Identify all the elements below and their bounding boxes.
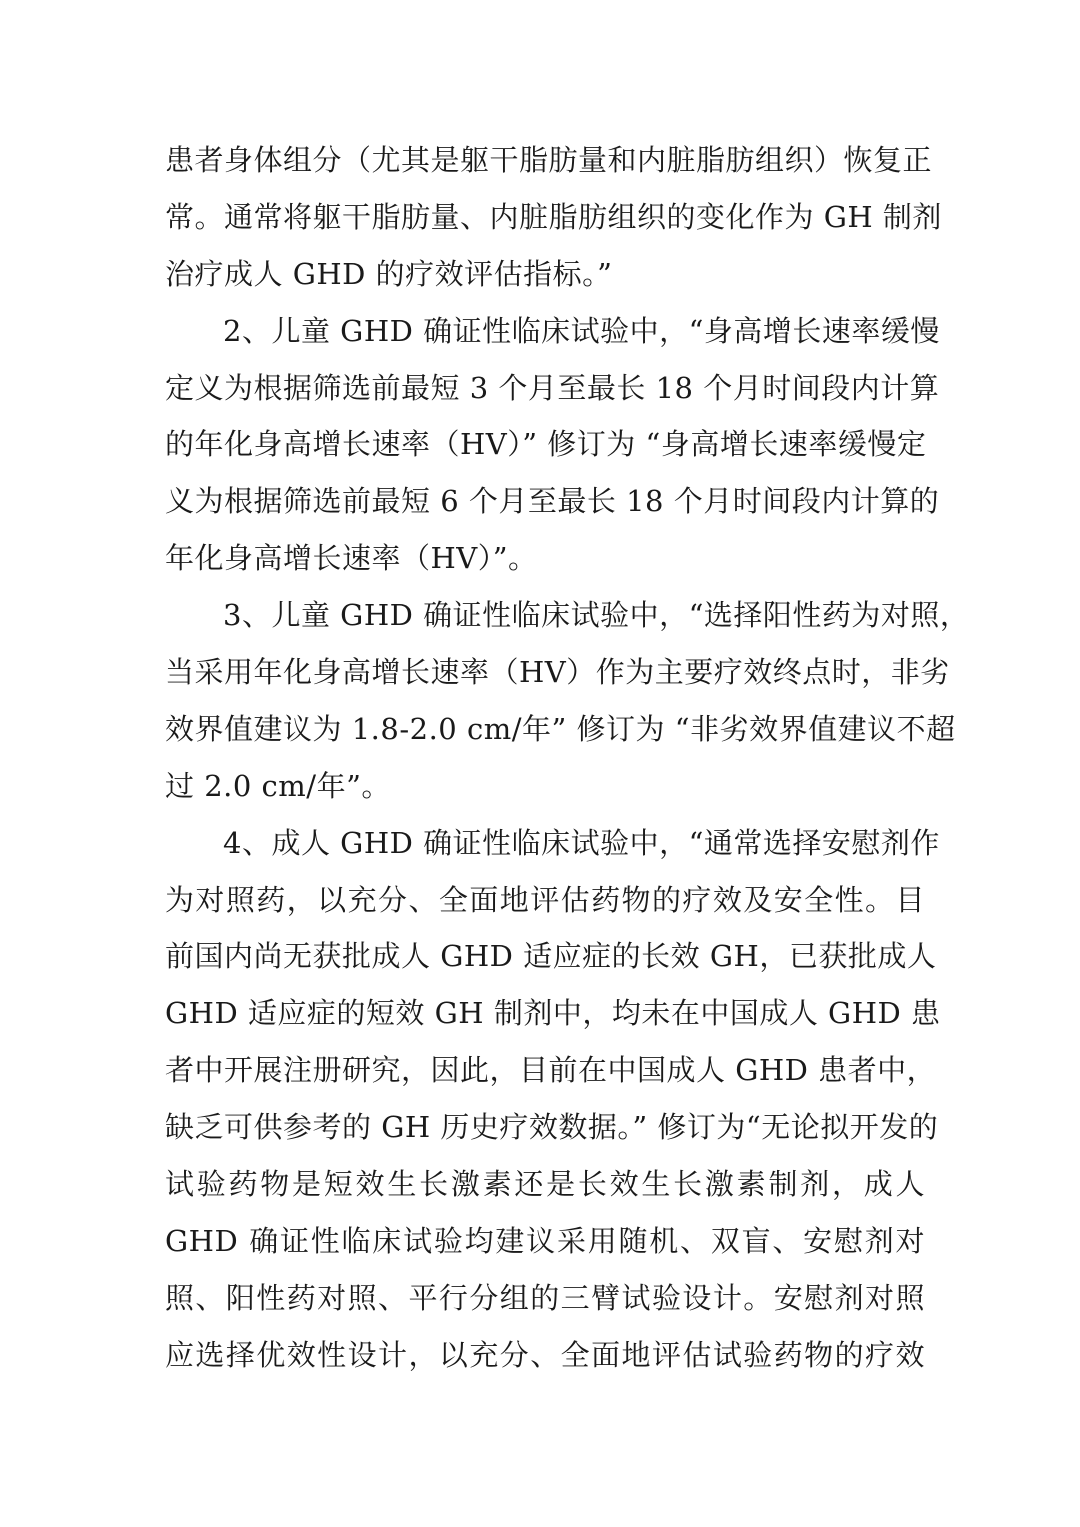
paragraph-4-first-line: 4、成人 GHD 确证性临床试验中，“通常选择安慰剂作 bbox=[223, 825, 940, 860]
text-line: 应选择优效性设计，以充分、全面地评估试验药物的疗效 bbox=[165, 1337, 925, 1372]
text-line: 定义为根据筛选前最短 3 个月至最长 18 个月时间段内计算 bbox=[165, 370, 940, 405]
text-line: GHD 适应症的短效 GH 制剂中，均未在中国成人 GHD 患 bbox=[165, 996, 941, 1031]
text-line: 常。通常将躯干脂肪量、内脏脂肪组织的变化作为 GH 制剂 bbox=[165, 199, 942, 234]
text-line: 前国内尚无获批成人 GHD 适应症的长效 GH，已获批成人 bbox=[165, 939, 937, 974]
text-line: 者中开展注册研究，因此，目前在中国成人 GHD 患者中， bbox=[165, 1053, 937, 1088]
text-line: 当采用年化身高增长速率（HV）作为主要疗效终点时，非劣 bbox=[165, 655, 950, 690]
text-line: 缺乏可供参考的 GH 历史疗效数据。” 修订为“无论拟开发的 bbox=[165, 1110, 939, 1145]
text-line: 效界值建议为 1.8-2.0 cm/年” 修订为 “非劣效界值建议不超 bbox=[165, 711, 956, 746]
text-line: 患者身体组分（尤其是躯干脂肪量和内脏脂肪组织）恢复正 bbox=[165, 143, 933, 177]
text-line: 的年化身高增长速率（HV）” 修订为 “身高增长速率缓慢定 bbox=[165, 427, 927, 462]
text-line: 照、阳性药对照、平行分组的三臂试验设计。安慰剂对照 bbox=[165, 1280, 925, 1315]
text-line: 试验药物是短效生长激素还是长效生长激素制剂，成人 bbox=[165, 1167, 925, 1202]
text-line: 义为根据筛选前最短 6 个月至最长 18 个月时间段内计算的 bbox=[165, 484, 940, 519]
paragraph-3-first-line: 3、儿童 GHD 确证性临床试验中，“选择阳性药为对照， bbox=[223, 598, 970, 633]
text-line: 年化身高增长速率（HV）”。 bbox=[165, 541, 538, 576]
text-line: 治疗成人 GHD 的疗效评估指标。” bbox=[165, 256, 613, 291]
text-line: 过 2.0 cm/年”。 bbox=[165, 768, 391, 803]
text-line: 为对照药，以充分、全面地评估药物的疗效及安全性。目 bbox=[165, 882, 925, 917]
paragraph-2-first-line: 2、儿童 GHD 确证性临床试验中，“身高增长速率缓慢 bbox=[223, 313, 940, 348]
text-line: GHD 确证性临床试验均建议采用随机、双盲、安慰剂对 bbox=[165, 1223, 925, 1258]
document-body bbox=[165, 132, 970, 1384]
